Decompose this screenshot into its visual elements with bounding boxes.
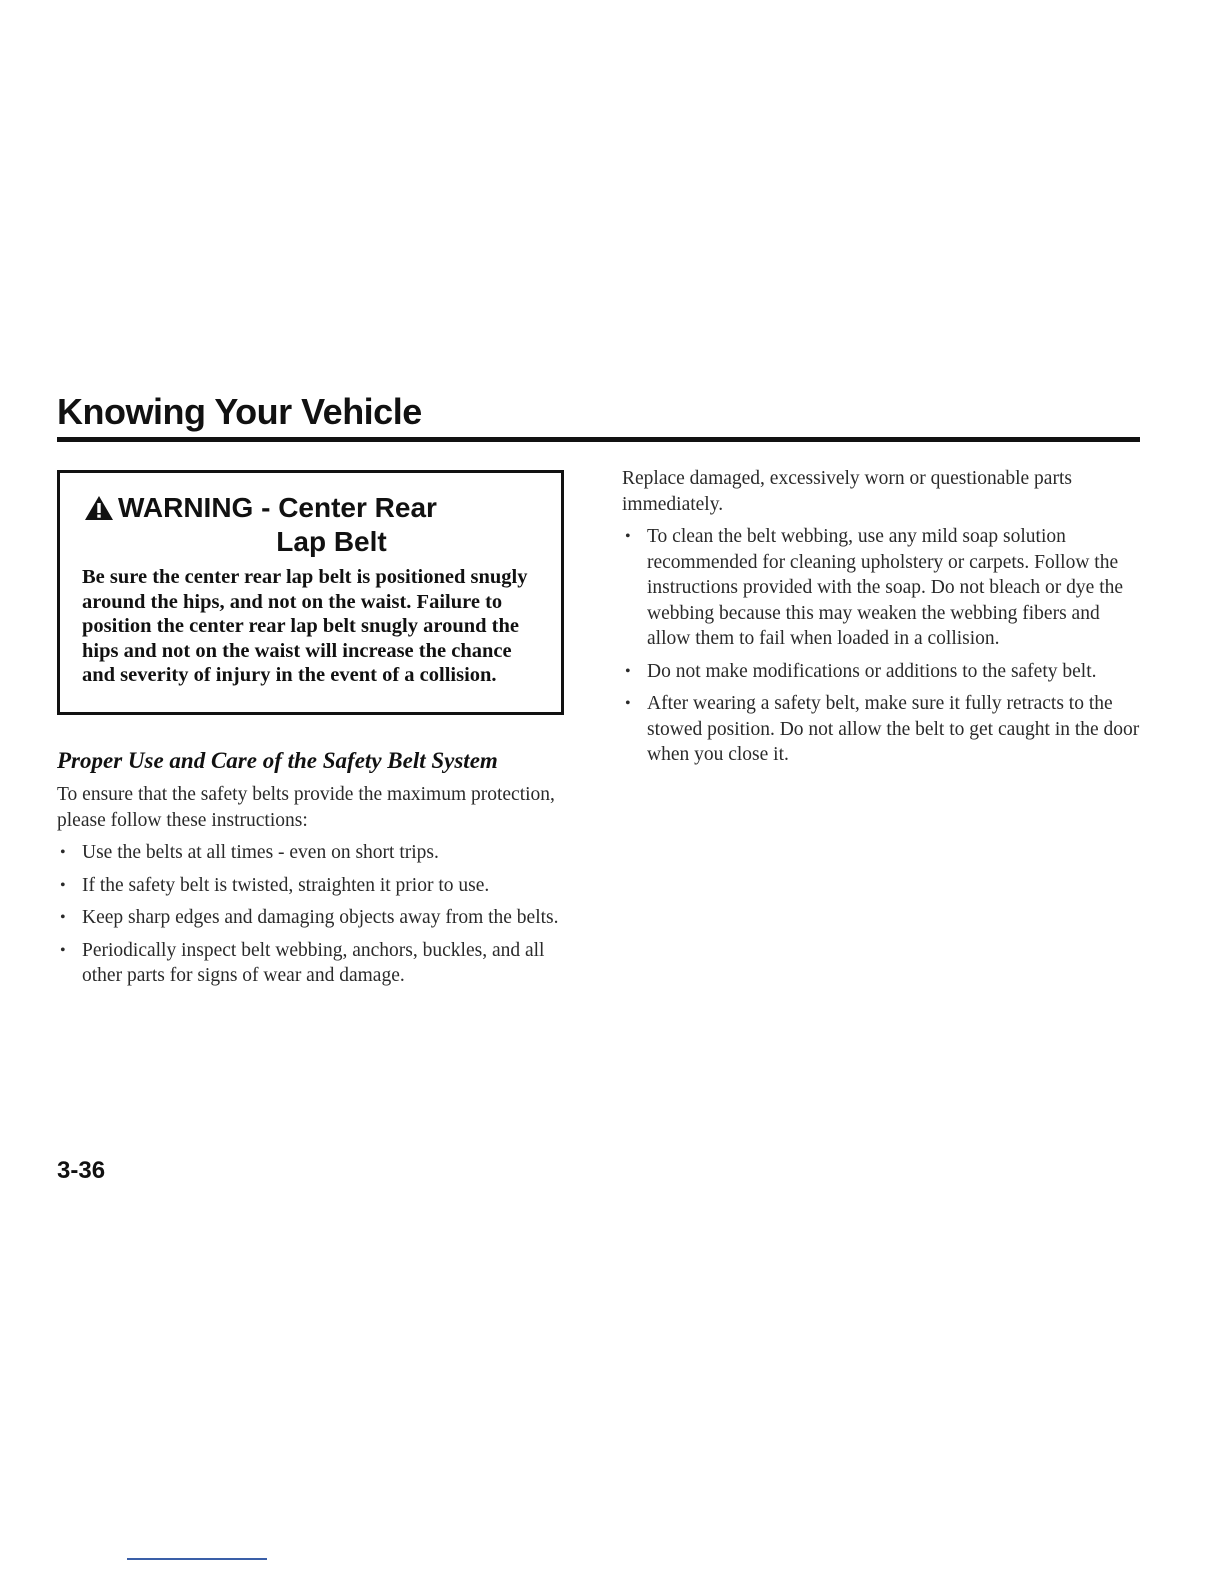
warning-heading bbox=[82, 491, 541, 559]
bullet-icon: • bbox=[60, 876, 66, 894]
list-item bbox=[57, 905, 567, 931]
warning-heading-line1 bbox=[82, 491, 541, 525]
title-rule bbox=[57, 437, 1140, 442]
safety-belt-subheading: Proper Use and Care of the Safety Belt System bbox=[57, 748, 498, 773]
section-title: Knowing Your Vehicle bbox=[57, 391, 422, 432]
bottom-rule bbox=[127, 1558, 267, 1560]
list-item bbox=[57, 873, 567, 899]
bullet-icon: • bbox=[625, 695, 631, 712]
right-intro: Replace damaged, excessively worn or questionable parts immediately. bbox=[622, 468, 1072, 515]
list-item bbox=[622, 691, 1142, 768]
list-item-text: To clean the belt webbing, use any mild soap solution recommended for cleaning upholstery or carpets. Follow the instructions provided with the soap. Do not bleach or dye the webbing because this may weaken the webbing fibers and allow them to fail when loaded in a collision. bbox=[647, 526, 1124, 649]
list-item-text: Use the belts at all times - even on short trips. bbox=[82, 842, 439, 863]
list-item bbox=[57, 840, 567, 866]
bullet-icon: • bbox=[60, 909, 66, 926]
warning-title-line2: Lap Belt bbox=[276, 526, 387, 557]
right-column bbox=[622, 466, 1142, 775]
warning-triangle-icon bbox=[84, 495, 114, 521]
right-bullet-list bbox=[622, 524, 1142, 768]
list-item bbox=[622, 659, 1142, 685]
warning-body: Be sure the center rear lap belt is positioned snugly around the hips, and not on the waist. Failure to position the center rear lap belt snugly around the hips and not on the waist will increase the chance and severity of injury in the event of a collision. bbox=[82, 566, 528, 687]
list-item-text: Periodically inspect belt webbing, anchors, buckles, and all other parts for signs of wear and damage. bbox=[82, 939, 545, 986]
list-item-text: Do not make modifications or additions to the safety belt. bbox=[647, 660, 1097, 682]
list-item-text: Keep sharp edges and damaging objects away from the belts. bbox=[82, 907, 559, 928]
bullet-icon: • bbox=[60, 844, 66, 861]
left-column bbox=[57, 782, 567, 996]
page-number: 3-36 bbox=[57, 1157, 106, 1184]
warning-title-line1: WARNING - Center Rear bbox=[118, 492, 437, 523]
bullet-icon: • bbox=[625, 662, 631, 680]
bullet-icon: • bbox=[60, 941, 66, 959]
list-item bbox=[622, 524, 1142, 652]
left-bullet-list bbox=[57, 840, 567, 989]
warning-box bbox=[57, 470, 564, 715]
list-item bbox=[57, 938, 567, 989]
list-item-text: If the safety belt is twisted, straighten it prior to use. bbox=[82, 874, 490, 896]
list-item-text: After wearing a safety belt, make sure it fully retracts to the stowed position. Do not allow the belt to get caught in the door when you close it. bbox=[647, 693, 1140, 765]
bullet-icon: • bbox=[625, 528, 631, 545]
left-intro: To ensure that the safety belts provide the maximum protection, please follow these instructions: bbox=[57, 784, 555, 831]
